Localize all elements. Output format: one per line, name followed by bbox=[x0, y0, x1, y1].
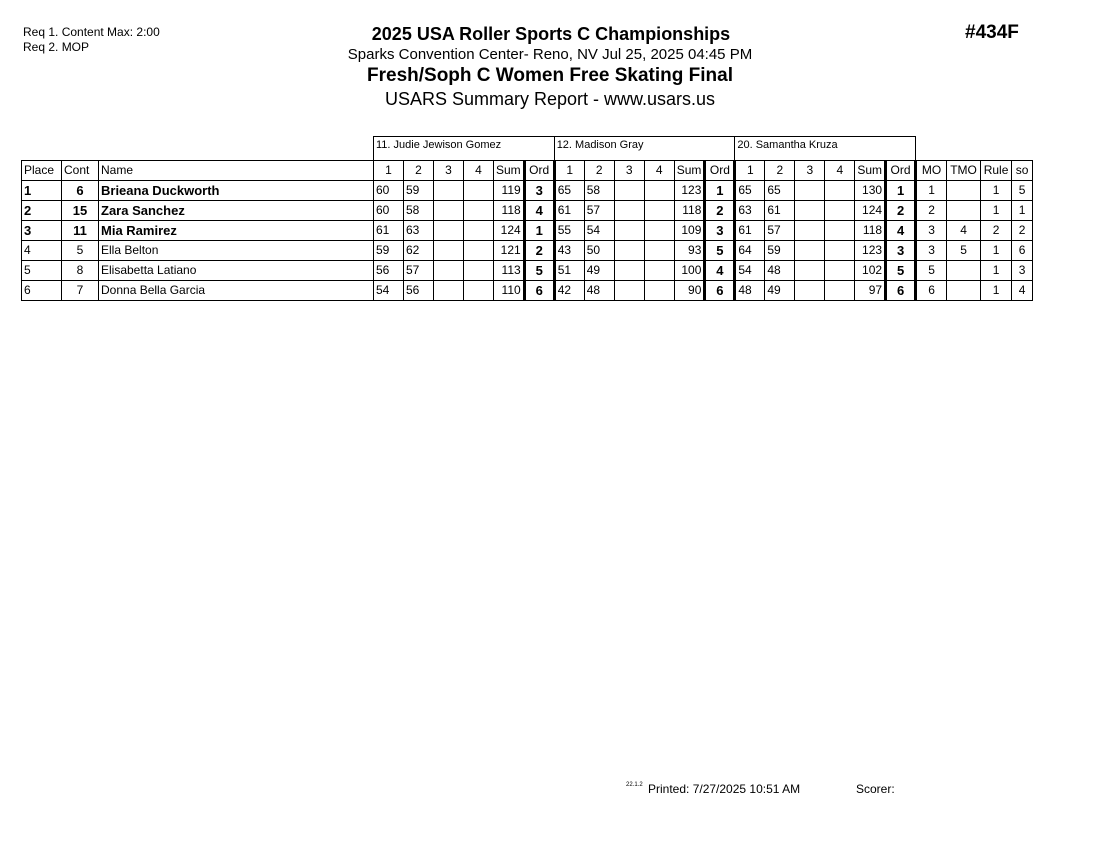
judge-3-sum: 118 bbox=[855, 221, 886, 241]
judge-2-sum: 109 bbox=[674, 221, 705, 241]
col-name: Name bbox=[99, 161, 374, 181]
judge-3-score-3 bbox=[795, 241, 825, 261]
rule-cell: 1 bbox=[981, 181, 1012, 201]
judge-3-score-3 bbox=[795, 201, 825, 221]
col-rule: Rule bbox=[981, 161, 1012, 181]
judge-3-score-2: 48 bbox=[765, 261, 795, 281]
judge-3-score-3 bbox=[795, 181, 825, 201]
judge-1-score-2: 56 bbox=[404, 281, 434, 301]
judge-2-score-1: 55 bbox=[554, 221, 584, 241]
rule-cell: 2 bbox=[981, 221, 1012, 241]
judge-1-sum: 110 bbox=[494, 281, 525, 301]
judge-3-name: 20. Samantha Kruza bbox=[735, 137, 916, 161]
table-row bbox=[22, 201, 1033, 221]
judge-2-score-1: 43 bbox=[554, 241, 584, 261]
contestant-number-cell: 5 bbox=[62, 241, 99, 261]
judge-2-score-2: 49 bbox=[584, 261, 614, 281]
tmo-cell bbox=[947, 261, 981, 281]
judge-3-score-1: 63 bbox=[735, 201, 765, 221]
contestant-number-cell: 6 bbox=[62, 181, 99, 201]
skater-name-cell: Donna Bella Garcia bbox=[99, 281, 374, 301]
judge-3-sum: 124 bbox=[855, 201, 886, 221]
skater-name-cell: Brieana Duckworth bbox=[99, 181, 374, 201]
judge-1-score-3 bbox=[434, 281, 464, 301]
rule-cell: 1 bbox=[981, 261, 1012, 281]
col-j2-1: 1 bbox=[554, 161, 584, 181]
judge-1-sum: 118 bbox=[494, 201, 525, 221]
judge-3-score-2: 59 bbox=[765, 241, 795, 261]
so-cell: 2 bbox=[1012, 221, 1033, 241]
judge-2-sum: 123 bbox=[674, 181, 705, 201]
so-cell: 3 bbox=[1012, 261, 1033, 281]
judge-1-score-3 bbox=[434, 241, 464, 261]
judge-2-score-2: 50 bbox=[584, 241, 614, 261]
col-j1-ord: Ord bbox=[524, 161, 554, 181]
table-row bbox=[22, 241, 1033, 261]
place-cell: 5 bbox=[22, 261, 62, 281]
judge-1-name: 11. Judie Jewison Gomez bbox=[374, 137, 555, 161]
judge-1-score-4 bbox=[464, 221, 494, 241]
place-cell: 6 bbox=[22, 281, 62, 301]
judge-2-score-3 bbox=[614, 241, 644, 261]
mo-cell: 2 bbox=[916, 201, 947, 221]
col-j3-4: 4 bbox=[825, 161, 855, 181]
judge-2-ordinal: 6 bbox=[705, 281, 735, 301]
judge-3-score-2: 61 bbox=[765, 201, 795, 221]
judge-1-score-4 bbox=[464, 281, 494, 301]
rule-cell: 1 bbox=[981, 201, 1012, 221]
judge-2-score-4 bbox=[644, 181, 674, 201]
judge-2-score-2: 48 bbox=[584, 281, 614, 301]
judge-1-ordinal: 1 bbox=[524, 221, 554, 241]
judge-3-sum: 102 bbox=[855, 261, 886, 281]
judge-2-ordinal: 1 bbox=[705, 181, 735, 201]
judge-3-score-3 bbox=[795, 221, 825, 241]
venue-date: Sparks Convention Center- Reno, NV Jul 25, 2025 04:45 PM bbox=[347, 46, 753, 63]
judge-3-ordinal: 3 bbox=[886, 241, 916, 261]
judge-3-score-4 bbox=[825, 241, 855, 261]
mo-cell: 3 bbox=[916, 241, 947, 261]
col-j2-sum: Sum bbox=[674, 161, 705, 181]
judge-2-score-1: 65 bbox=[554, 181, 584, 201]
col-j3-sum: Sum bbox=[855, 161, 886, 181]
judge-2-score-4 bbox=[644, 261, 674, 281]
tmo-cell bbox=[947, 181, 981, 201]
judge-3-score-1: 64 bbox=[735, 241, 765, 261]
col-j1-4: 4 bbox=[464, 161, 494, 181]
table-row bbox=[22, 221, 1033, 241]
judge-3-score-4 bbox=[825, 221, 855, 241]
judge-2-score-1: 51 bbox=[554, 261, 584, 281]
judge-2-score-3 bbox=[614, 281, 644, 301]
judge-1-score-2: 57 bbox=[404, 261, 434, 281]
place-cell: 4 bbox=[22, 241, 62, 261]
judge-3-score-2: 57 bbox=[765, 221, 795, 241]
judge-1-score-4 bbox=[464, 201, 494, 221]
judge-1-score-4 bbox=[464, 181, 494, 201]
judge-1-score-1: 61 bbox=[374, 221, 404, 241]
column-header-row bbox=[22, 161, 1033, 181]
col-j3-2: 2 bbox=[765, 161, 795, 181]
judge-3-sum: 123 bbox=[855, 241, 886, 261]
judge-3-ordinal: 2 bbox=[886, 201, 916, 221]
judge-3-score-1: 54 bbox=[735, 261, 765, 281]
table-row bbox=[22, 281, 1033, 301]
judge-1-score-1: 60 bbox=[374, 201, 404, 221]
judge-2-ordinal: 5 bbox=[705, 241, 735, 261]
judge-3-score-2: 65 bbox=[765, 181, 795, 201]
judge-3-ordinal: 4 bbox=[886, 221, 916, 241]
tmo-cell bbox=[947, 201, 981, 221]
judge-1-score-1: 54 bbox=[374, 281, 404, 301]
judge-2-score-3 bbox=[614, 261, 644, 281]
judge-2-ordinal: 3 bbox=[705, 221, 735, 241]
report-subtitle: USARS Summary Report - www.usars.us bbox=[384, 89, 716, 109]
judge-2-name: 12. Madison Gray bbox=[554, 137, 735, 161]
col-tmo: TMO bbox=[947, 161, 981, 181]
judge-2-score-4 bbox=[644, 241, 674, 261]
judge-3-ordinal: 5 bbox=[886, 261, 916, 281]
judge-1-score-3 bbox=[434, 261, 464, 281]
judge-2-score-2: 57 bbox=[584, 201, 614, 221]
judges-row bbox=[22, 137, 1033, 161]
so-cell: 4 bbox=[1012, 281, 1033, 301]
requirement-2: Req 2. MOP bbox=[23, 40, 90, 54]
skater-name-cell: Ella Belton bbox=[99, 241, 374, 261]
judge-2-sum: 90 bbox=[674, 281, 705, 301]
table-row bbox=[22, 181, 1033, 201]
judge-1-score-2: 58 bbox=[404, 201, 434, 221]
judge-1-score-3 bbox=[434, 221, 464, 241]
col-j2-4: 4 bbox=[644, 161, 674, 181]
judge-3-score-1: 61 bbox=[735, 221, 765, 241]
judge-1-score-1: 60 bbox=[374, 181, 404, 201]
judge-1-ordinal: 6 bbox=[524, 281, 554, 301]
place-cell: 1 bbox=[22, 181, 62, 201]
judge-1-ordinal: 2 bbox=[524, 241, 554, 261]
judge-1-sum: 113 bbox=[494, 261, 525, 281]
col-cont: Cont bbox=[62, 161, 99, 181]
judge-1-score-1: 56 bbox=[374, 261, 404, 281]
contestant-number-cell: 11 bbox=[62, 221, 99, 241]
judge-1-score-3 bbox=[434, 181, 464, 201]
judge-3-score-1: 48 bbox=[735, 281, 765, 301]
col-j1-sum: Sum bbox=[494, 161, 525, 181]
col-j2-2: 2 bbox=[584, 161, 614, 181]
judge-1-ordinal: 3 bbox=[524, 181, 554, 201]
judge-3-score-3 bbox=[795, 261, 825, 281]
report-header bbox=[0, 24, 1100, 110]
judge-1-score-2: 63 bbox=[404, 221, 434, 241]
tmo-cell: 5 bbox=[947, 241, 981, 261]
judge-2-sum: 93 bbox=[674, 241, 705, 261]
so-cell: 5 bbox=[1012, 181, 1033, 201]
judge-1-ordinal: 4 bbox=[524, 201, 554, 221]
skater-name-cell: Elisabetta Latiano bbox=[99, 261, 374, 281]
judge-3-sum: 97 bbox=[855, 281, 886, 301]
judge-2-score-4 bbox=[644, 201, 674, 221]
judge-1-score-4 bbox=[464, 241, 494, 261]
judge-3-score-1: 65 bbox=[735, 181, 765, 201]
software-version: 22.1.2 bbox=[626, 782, 643, 788]
mo-cell: 5 bbox=[916, 261, 947, 281]
competition-title: 2025 USA Roller Sports C Championships bbox=[371, 24, 731, 44]
rule-cell: 1 bbox=[981, 281, 1012, 301]
col-j3-3: 3 bbox=[795, 161, 825, 181]
judge-1-score-4 bbox=[464, 261, 494, 281]
contestant-number-cell: 15 bbox=[62, 201, 99, 221]
judge-1-sum: 121 bbox=[494, 241, 525, 261]
tmo-cell: 4 bbox=[947, 221, 981, 241]
printed-timestamp: Printed: 7/27/2025 10:51 AM bbox=[648, 782, 801, 796]
judge-2-score-2: 54 bbox=[584, 221, 614, 241]
col-j1-3: 3 bbox=[434, 161, 464, 181]
so-cell: 6 bbox=[1012, 241, 1033, 261]
scorer-label: Scorer: bbox=[856, 782, 895, 796]
judge-2-score-4 bbox=[644, 281, 674, 301]
judge-1-ordinal: 5 bbox=[524, 261, 554, 281]
so-cell: 1 bbox=[1012, 201, 1033, 221]
mo-cell: 6 bbox=[916, 281, 947, 301]
col-so: so bbox=[1012, 161, 1033, 181]
tmo-cell bbox=[947, 281, 981, 301]
judge-3-score-4 bbox=[825, 261, 855, 281]
judge-2-score-1: 61 bbox=[554, 201, 584, 221]
contestant-number-cell: 8 bbox=[62, 261, 99, 281]
col-j1-1: 1 bbox=[374, 161, 404, 181]
judge-2-score-1: 42 bbox=[554, 281, 584, 301]
mo-cell: 3 bbox=[916, 221, 947, 241]
judge-2-score-2: 58 bbox=[584, 181, 614, 201]
judge-3-score-2: 49 bbox=[765, 281, 795, 301]
judge-2-score-3 bbox=[614, 181, 644, 201]
judge-1-score-2: 62 bbox=[404, 241, 434, 261]
col-j3-1: 1 bbox=[735, 161, 765, 181]
col-j2-3: 3 bbox=[614, 161, 644, 181]
judge-2-score-4 bbox=[644, 221, 674, 241]
contestant-number-cell: 7 bbox=[62, 281, 99, 301]
judge-3-ordinal: 1 bbox=[886, 181, 916, 201]
judge-2-score-3 bbox=[614, 201, 644, 221]
col-j3-ord: Ord bbox=[886, 161, 916, 181]
judge-1-score-1: 59 bbox=[374, 241, 404, 261]
mo-cell: 1 bbox=[916, 181, 947, 201]
judge-1-score-3 bbox=[434, 201, 464, 221]
col-place: Place bbox=[22, 161, 62, 181]
col-mo: MO bbox=[916, 161, 947, 181]
event-number: #434F bbox=[965, 22, 1019, 43]
place-cell: 3 bbox=[22, 221, 62, 241]
judge-3-score-3 bbox=[795, 281, 825, 301]
judge-3-ordinal: 6 bbox=[886, 281, 916, 301]
requirement-1: Req 1. Content Max: 2:00 bbox=[23, 25, 160, 39]
skater-name-cell: Mia Ramirez bbox=[99, 221, 374, 241]
table-row bbox=[22, 261, 1033, 281]
judge-3-score-4 bbox=[825, 181, 855, 201]
col-j2-ord: Ord bbox=[705, 161, 735, 181]
judge-1-score-2: 59 bbox=[404, 181, 434, 201]
place-cell: 2 bbox=[22, 201, 62, 221]
skater-name-cell: Zara Sanchez bbox=[99, 201, 374, 221]
judge-2-score-3 bbox=[614, 221, 644, 241]
judge-2-sum: 100 bbox=[674, 261, 705, 281]
judge-3-sum: 130 bbox=[855, 181, 886, 201]
judge-1-sum: 119 bbox=[494, 181, 525, 201]
judge-2-ordinal: 4 bbox=[705, 261, 735, 281]
event-title: Fresh/Soph C Women Free Skating Final bbox=[367, 65, 733, 86]
results-table bbox=[21, 136, 1033, 301]
judge-2-ordinal: 2 bbox=[705, 201, 735, 221]
rule-cell: 1 bbox=[981, 241, 1012, 261]
col-j1-2: 2 bbox=[404, 161, 434, 181]
judge-3-score-4 bbox=[825, 281, 855, 301]
judge-2-sum: 118 bbox=[674, 201, 705, 221]
judge-3-score-4 bbox=[825, 201, 855, 221]
judge-1-sum: 124 bbox=[494, 221, 525, 241]
